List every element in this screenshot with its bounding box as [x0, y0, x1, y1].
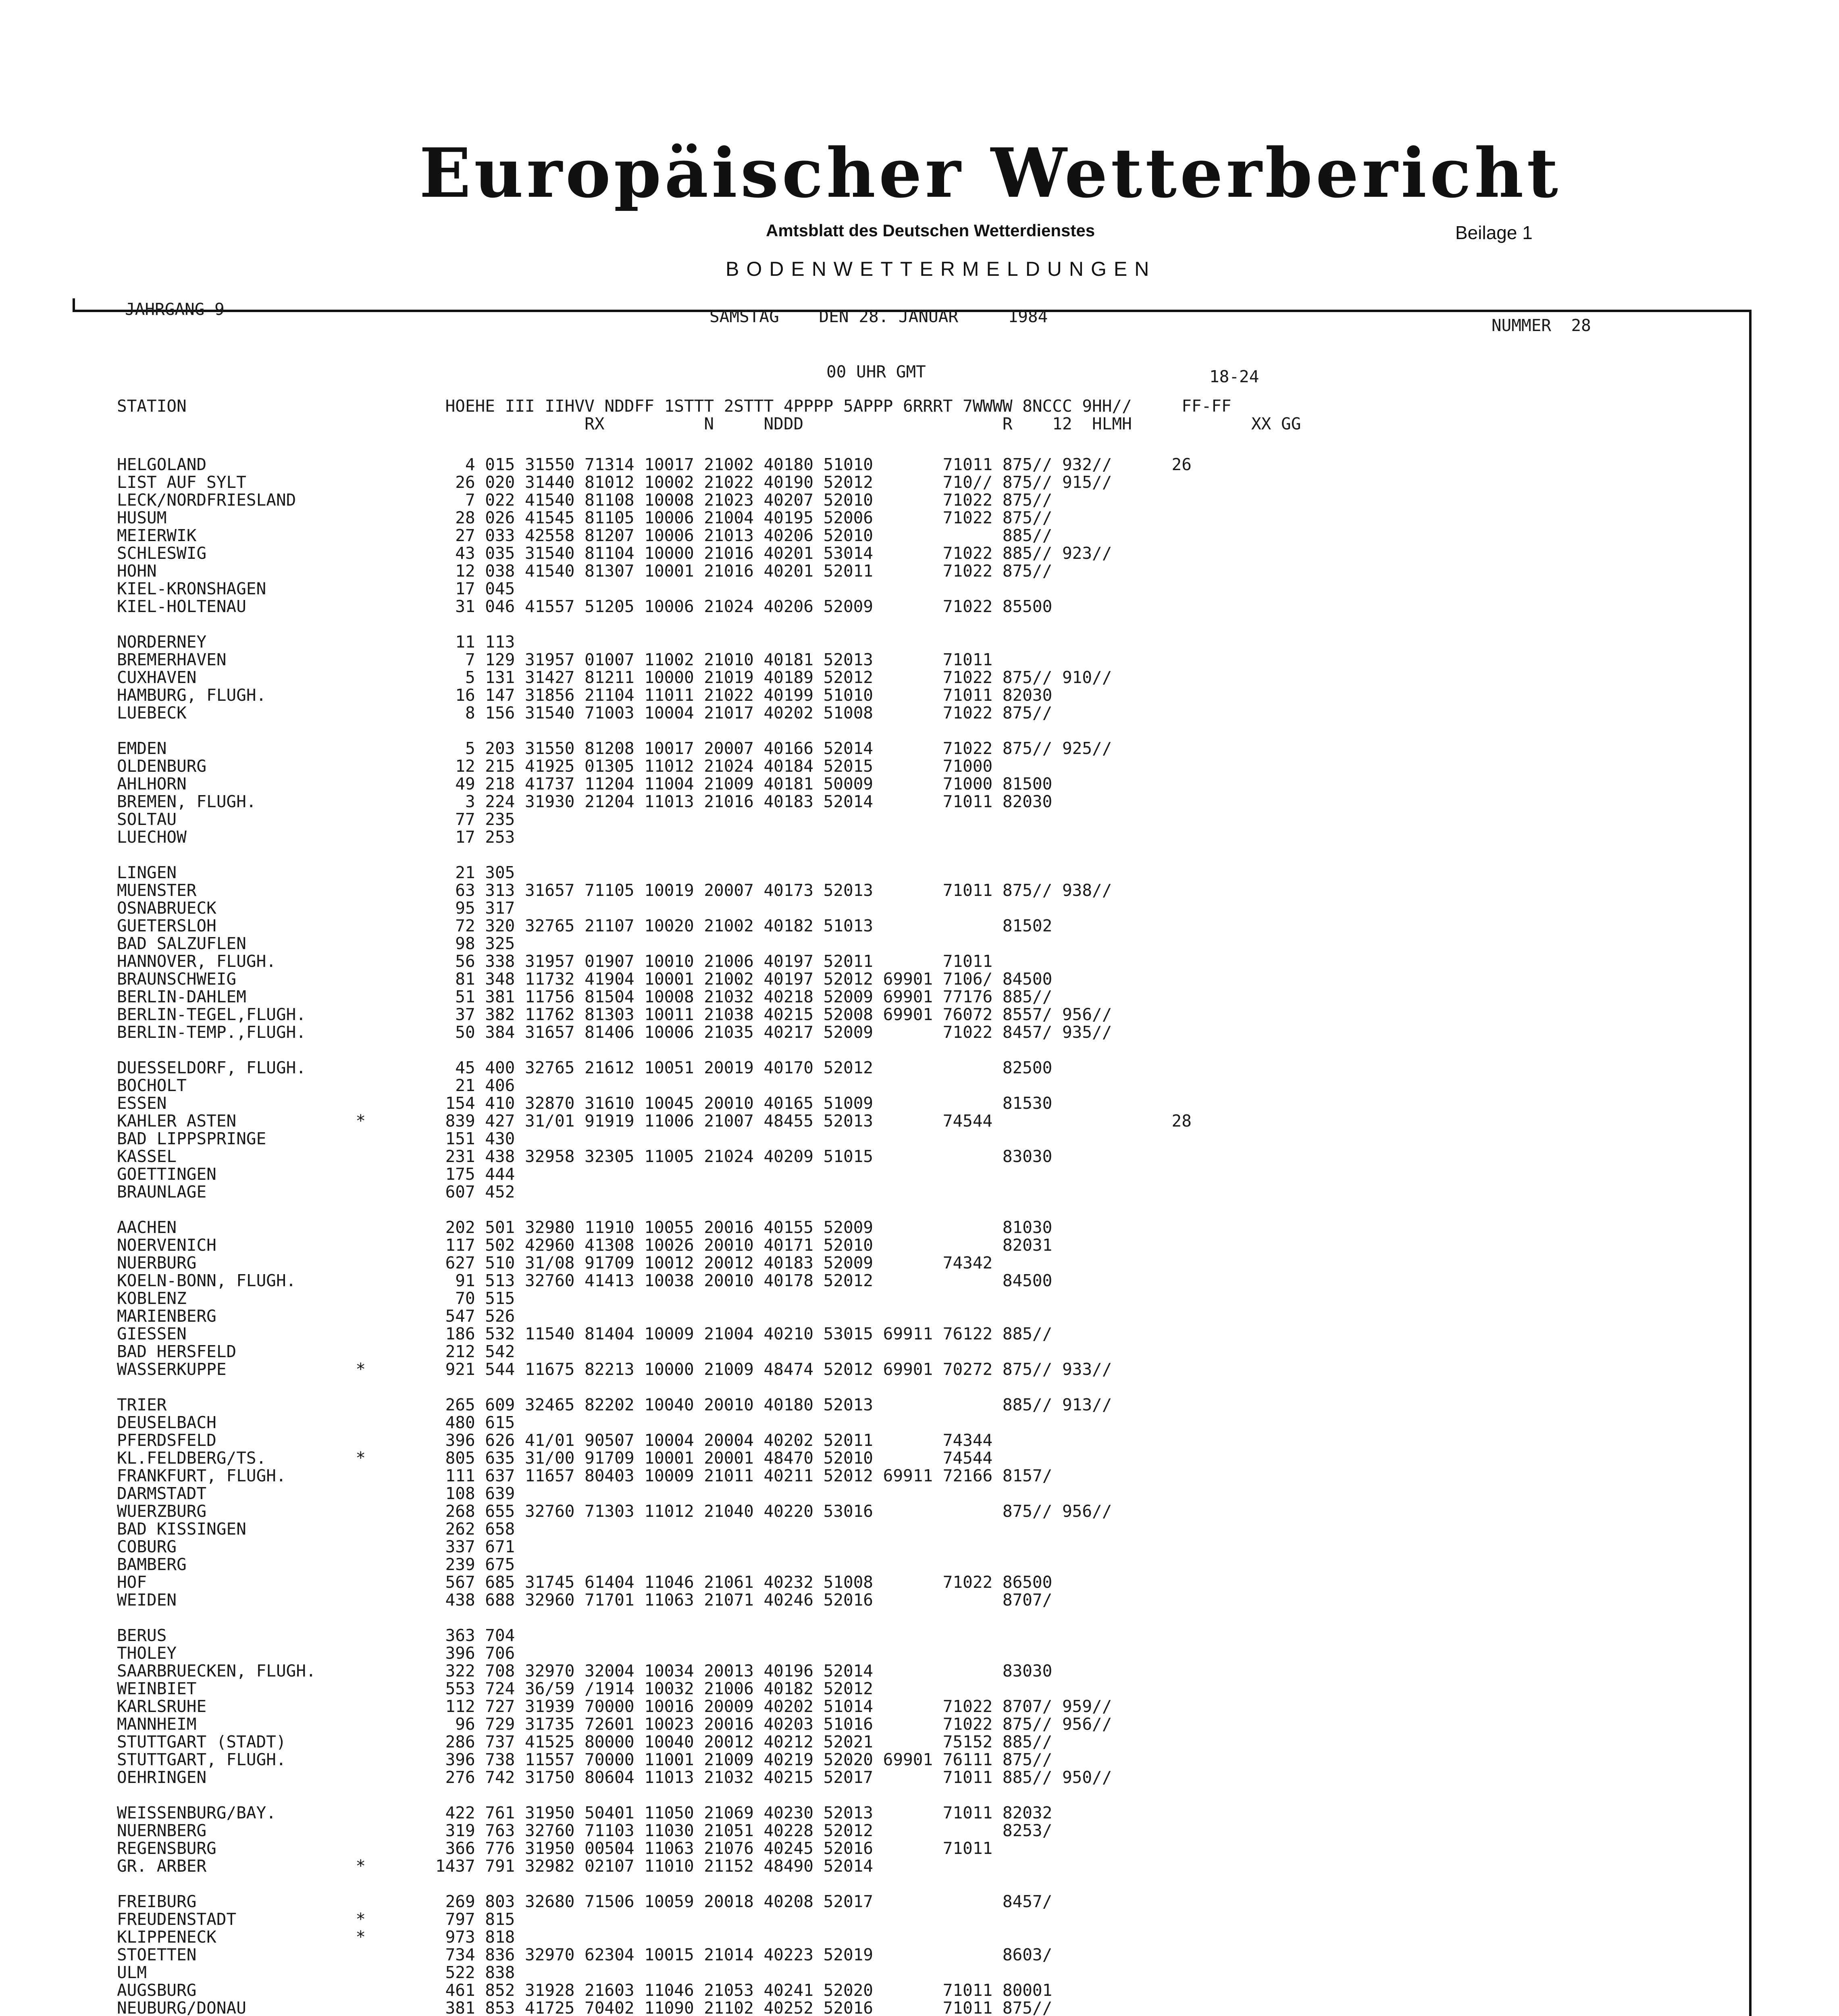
table-row: BAD KISSINGEN 262 658: [117, 1519, 515, 1539]
table-row: [117, 1786, 1192, 1804]
table-row: ESSEN 154 410 32870 31610 10045 20010 40165 51009 81530: [117, 1093, 1053, 1113]
table-row: AACHEN 202 501 32980 11910 10055 20016 40155 52009 81030: [117, 1218, 1053, 1237]
table-row: [117, 1041, 1192, 1059]
table-row: NUERNBERG 319 763 32760 71103 11030 21051 40228 52012 8253/: [117, 1821, 1053, 1840]
table-row: FRANKFURT, FLUGH. 111 637 11657 80403 10009 21011 40211 52012 69911 72166 8157/: [117, 1466, 1053, 1485]
table-row: ULM 522 838: [117, 1963, 515, 1982]
table-row: GIESSEN 186 532 11540 81404 10009 21004 40210 53015 69911 76122 885//: [117, 1324, 1053, 1343]
table-row: STOETTEN 734 836 32970 62304 10015 21014 40223 52019 8603/: [117, 1945, 1053, 1964]
table-row: WEINBIET 553 724 36/59 /1914 10032 21006 40182 52012: [117, 1679, 873, 1698]
page-subtitle: Amtsblatt des Deutschen Wetterdienstes: [766, 221, 1095, 240]
table-row: GUETERSLOH 72 320 32765 21107 10020 21002 40182 51013 81502: [117, 916, 1053, 935]
issue-number: NUMMER 28: [1492, 316, 1591, 335]
table-row: BRAUNSCHWEIG 81 348 11732 41904 10001 21002 40197 52012 69901 7106/ 84500: [117, 969, 1053, 989]
table-row: OSNABRUECK 95 317: [117, 898, 515, 918]
table-row: BERLIN-DAHLEM 51 381 11756 81504 10008 21032 40218 52009 69901 77176 885//: [117, 987, 1053, 1006]
table-row: THOLEY 396 706: [117, 1643, 515, 1663]
table-row: BOCHOLT 21 406: [117, 1076, 515, 1095]
table-row: NORDERNEY 11 113: [117, 632, 515, 652]
table-row: WUERZBURG 268 655 32760 71303 11012 21040 40220 53016 875// 956//: [117, 1502, 1112, 1521]
station-table: [117, 456, 1192, 2016]
table-frame-right-border: [1749, 310, 1752, 2016]
page-title: Europäischer Wetterbericht: [419, 133, 1561, 213]
table-row: WASSERKUPPE * 921 544 11675 82213 10000 21009 48474 52012 69901 70272 875// 933//: [117, 1360, 1112, 1379]
table-row: MARIENBERG 547 526: [117, 1306, 515, 1326]
table-row: LUECHOW 17 253: [117, 827, 515, 847]
table-row: BERLIN-TEGEL,FLUGH. 37 382 11762 81303 10011 21038 40215 52008 69901 76072 8557/ 956//: [117, 1005, 1112, 1024]
extra-hours-label: 18-24: [1209, 367, 1259, 386]
table-row: BAD LIPPSPRINGE 151 430: [117, 1129, 515, 1148]
table-row: [117, 1201, 1192, 1218]
volume-label: JAHRGANG 9: [125, 300, 225, 319]
supplement-label: Beilage 1: [1455, 222, 1533, 243]
table-row: [117, 1609, 1192, 1627]
table-row: DEUSELBACH 480 615: [117, 1413, 515, 1432]
table-row: LECK/NORDFRIESLAND 7 022 41540 81108 10008 21023 40207 52010 71022 875//: [117, 490, 1053, 510]
table-row: [117, 722, 1192, 739]
table-row: WEISSENBURG/BAY. 422 761 31950 50401 11050 21069 40230 52013 71011 82032: [117, 1803, 1053, 1822]
table-row: BREMERHAVEN 7 129 31957 01007 11002 21010 40181 52013 71011: [117, 650, 993, 669]
table-row: BAD HERSFELD 212 542: [117, 1342, 515, 1361]
table-row: TRIER 265 609 32465 82202 10040 20010 40180 52013 885// 913//: [117, 1395, 1112, 1414]
table-row: HANNOVER, FLUGH. 56 338 31957 01907 10010 21006 40197 52011 71011: [117, 952, 993, 971]
table-row: [117, 1378, 1192, 1396]
table-row: AHLHORN 49 218 41737 11204 11004 21009 40181 50009 71000 81500: [117, 774, 1053, 793]
table-row: KARLSRUHE 112 727 31939 70000 10016 20009 40202 51014 71022 8707/ 959//: [117, 1697, 1112, 1716]
table-row: WEIDEN 438 688 32960 71701 11063 21071 40246 52016 8707/: [117, 1590, 1053, 1610]
table-row: KIEL-HOLTENAU 31 046 41557 51205 10006 21024 40206 52009 71022 85500: [117, 597, 1053, 616]
table-row: REGENSBURG 366 776 31950 00504 11063 21076 40245 52016 71011: [117, 1839, 993, 1858]
table-row: KASSEL 231 438 32958 32305 11005 21024 40209 51015 83030: [117, 1147, 1053, 1166]
table-row: [117, 615, 1192, 633]
table-row: MEIERWIK 27 033 42558 81207 10006 21013 40206 52010 885//: [117, 526, 1053, 545]
table-row: BERLIN-TEMP.,FLUGH. 50 384 31657 81406 10006 21035 40217 52009 71022 8457/ 935//: [117, 1023, 1112, 1042]
table-frame-left-tick: [73, 298, 75, 312]
table-row: SCHLESWIG 43 035 31540 81104 10000 21016 40201 53014 71022 885// 923//: [117, 544, 1112, 563]
table-row: NUERBURG 627 510 31/08 91709 10012 20012 40183 52009 74342: [117, 1253, 993, 1272]
table-row: HAMBURG, FLUGH. 16 147 31856 21104 11011 21022 40199 51010 71011 82030: [117, 685, 1053, 705]
table-row: LIST AUF SYLT 26 020 31440 81012 10002 21022 40190 52012 710// 875// 915//: [117, 473, 1112, 492]
table-row: NEUBURG/DONAU 381 853 41725 70402 11090 21102 40252 52016 71011 875//: [117, 1998, 1053, 2016]
table-row: CUXHAVEN 5 131 31427 81211 10000 21019 40189 52012 71022 875// 910//: [117, 668, 1112, 687]
table-row: DARMSTADT 108 639: [117, 1484, 515, 1503]
table-row: PFERDSFELD 396 626 41/01 90507 10004 20004 40202 52011 74344: [117, 1431, 993, 1450]
table-row: KIEL-KRONSHAGEN 17 045: [117, 579, 515, 598]
table-row: NOERVENICH 117 502 42960 41308 10026 20010 40171 52010 82031: [117, 1235, 1053, 1255]
table-row: BAD SALZUFLEN 98 325: [117, 934, 515, 953]
section-heading: BODENWETTERMELDUNGEN: [726, 258, 1157, 280]
table-row: BRAUNLAGE 607 452: [117, 1182, 515, 1202]
table-row: FREIBURG 269 803 32680 71506 10059 20018 40208 52017 8457/: [117, 1892, 1053, 1911]
table-row: MANNHEIM 96 729 31735 72601 10023 20016 40203 51016 71022 875// 956//: [117, 1714, 1112, 1734]
table-row: GOETTINGEN 175 444: [117, 1164, 515, 1184]
column-header-row-2: RX N NDDD R 12 HLMH XX GG: [117, 414, 1301, 433]
table-row: HELGOLAND 4 015 31550 71314 10017 21002 40180 51010 71011 875// 932// 26: [117, 455, 1192, 474]
table-row: SOLTAU 77 235: [117, 810, 515, 829]
table-row: LUEBECK 8 156 31540 71003 10004 21017 40202 51008 71022 875//: [117, 703, 1053, 723]
table-row: HOHN 12 038 41540 81307 10001 21016 40201 52011 71022 875//: [117, 561, 1053, 581]
column-header-row-1: STATION HOEHE III IIHVV NDDFF 1STTT 2STTT 4PPPP 5APPP 6RRRT 7WWWW 8NCCC 9HH// FF-FF: [117, 396, 1232, 416]
table-row: [117, 1875, 1192, 1893]
table-row: HOF 567 685 31745 61404 11046 21061 40232 51008 71022 86500: [117, 1572, 1053, 1592]
table-row: LINGEN 21 305: [117, 863, 515, 882]
table-row: BREMEN, FLUGH. 3 224 31930 21204 11013 21016 40183 52014 71011 82030: [117, 792, 1053, 811]
table-row: FREUDENSTADT * 797 815: [117, 1910, 515, 1929]
table-row: OEHRINGEN 276 742 31750 80604 11013 21032 40215 52017 71011 885// 950//: [117, 1768, 1112, 1787]
table-row: MUENSTER 63 313 31657 71105 10019 20007 40173 52013 71011 875// 938//: [117, 881, 1112, 900]
table-row: KLIPPENECK * 973 818: [117, 1927, 515, 1947]
table-row: HUSUM 28 026 41545 81105 10006 21004 40195 52006 71022 875//: [117, 508, 1053, 527]
table-row: KAHLER ASTEN * 839 427 31/01 91919 11006 21007 48455 52013 74544 28: [117, 1111, 1192, 1131]
table-row: EMDEN 5 203 31550 81208 10017 20007 40166 52014 71022 875// 925//: [117, 739, 1112, 758]
table-row: DUESSELDORF, FLUGH. 45 400 32765 21612 10051 20019 40170 52012 82500: [117, 1058, 1053, 1077]
table-row: AUGSBURG 461 852 31928 21603 11046 21053 40241 52020 71011 80001: [117, 1981, 1053, 2000]
table-row: OLDENBURG 12 215 41925 01305 11012 21024 40184 52015 71000: [117, 756, 993, 776]
table-row: STUTTGART, FLUGH. 396 738 11557 70000 11001 21009 40219 52020 69901 76111 875//: [117, 1750, 1053, 1769]
table-row: SAARBRUECKEN, FLUGH. 322 708 32970 32004 10034 20013 40196 52014 83030: [117, 1661, 1053, 1681]
observation-time: 00 UHR GMT: [826, 362, 926, 381]
table-row: KL.FELDBERG/TS. * 805 635 31/00 91709 10001 20001 48470 52010 74544: [117, 1448, 993, 1468]
issue-date: SAMSTAG DEN 28. JANUAR 1984: [709, 307, 1048, 326]
table-row: COBURG 337 671: [117, 1537, 515, 1556]
table-row: GR. ARBER * 1437 791 32982 02107 11010 21152 48490 52014: [117, 1856, 873, 1876]
table-row: STUTTGART (STADT) 286 737 41525 80000 10040 20012 40212 52021 75152 885//: [117, 1732, 1053, 1752]
table-row: [117, 846, 1192, 864]
table-row: KOBLENZ 70 515: [117, 1289, 515, 1308]
table-row: KOELN-BONN, FLUGH. 91 513 32760 41413 10038 20010 40178 52012 84500: [117, 1271, 1053, 1290]
table-row: BERUS 363 704: [117, 1626, 515, 1645]
table-row: BAMBERG 239 675: [117, 1555, 515, 1574]
